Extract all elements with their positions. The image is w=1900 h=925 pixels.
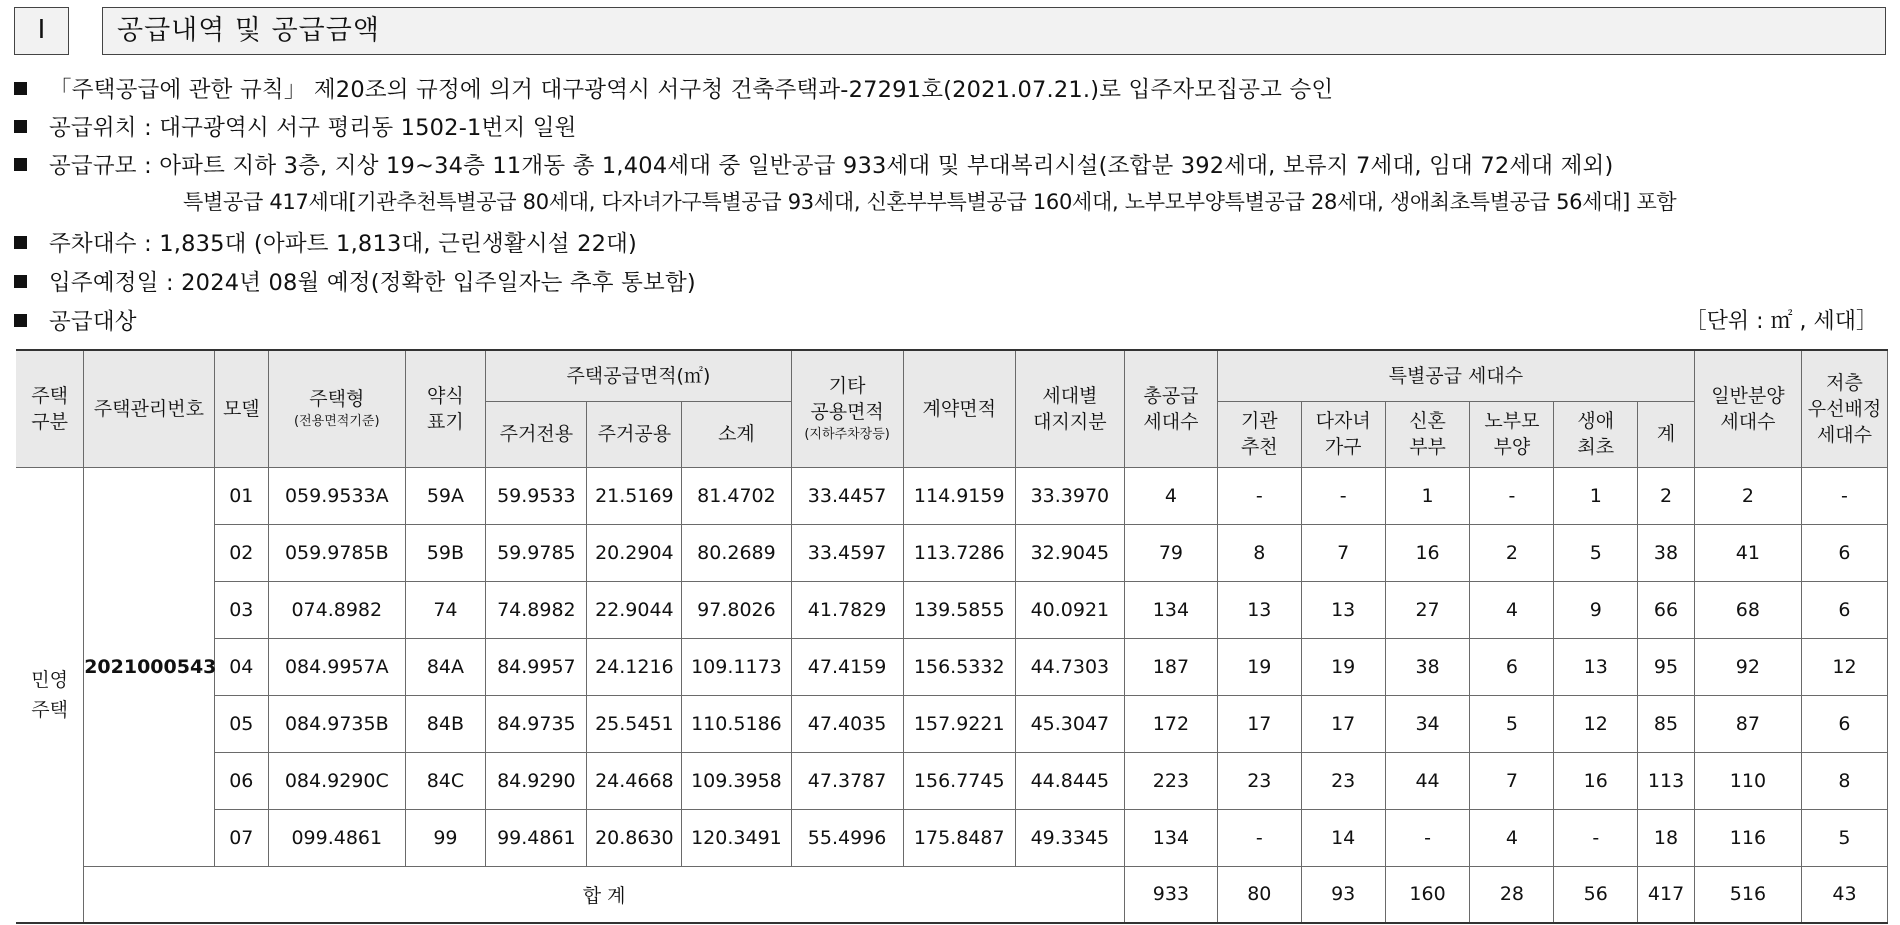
subtotal-area-cell: 97.8026 bbox=[682, 581, 791, 638]
totals-row bbox=[16, 866, 1888, 923]
header-abbreviation: 약식 표기 bbox=[405, 350, 486, 467]
land-share-cell: 33.3970 bbox=[1015, 467, 1124, 524]
abbreviation-cell: 84A bbox=[405, 638, 486, 695]
total-supply-cell: 187 bbox=[1124, 638, 1217, 695]
header-common-area: 주거공용 bbox=[587, 401, 682, 467]
abbreviation-cell: 74 bbox=[405, 581, 486, 638]
subtotal-area-cell: 109.3958 bbox=[682, 752, 791, 809]
special-total-cell: 113 bbox=[1638, 752, 1695, 809]
institution-cell: 19 bbox=[1217, 638, 1301, 695]
unit-note: ［단위 : ㎡ , 세대］ bbox=[1684, 309, 1878, 334]
institution-cell: - bbox=[1217, 809, 1301, 866]
abbreviation-cell: 99 bbox=[405, 809, 486, 866]
abbreviation-cell: 59B bbox=[405, 524, 486, 581]
header-first-time: 생애 최초 bbox=[1554, 401, 1638, 467]
first-time-sum: 56 bbox=[1554, 866, 1638, 923]
header-institution-recommended: 기관 추천 bbox=[1217, 401, 1301, 467]
general-supply-cell: 68 bbox=[1694, 581, 1801, 638]
housing-type-cell: 084.9290C bbox=[269, 752, 405, 809]
first-time-cell: 13 bbox=[1554, 638, 1638, 695]
elderly-parent-cell: - bbox=[1470, 467, 1554, 524]
newlywed-cell: 1 bbox=[1385, 467, 1470, 524]
bullet-square-icon bbox=[14, 158, 27, 171]
general-supply-cell: 41 bbox=[1694, 524, 1801, 581]
newlywed-cell: 27 bbox=[1385, 581, 1470, 638]
header-special-supply: 특별공급 세대수 bbox=[1217, 350, 1694, 401]
other-common-area-cell: 55.4996 bbox=[791, 809, 903, 866]
housing-type-cell: 074.8982 bbox=[269, 581, 405, 638]
total-supply-cell: 134 bbox=[1124, 581, 1217, 638]
housing-type-cell: 059.9533A bbox=[269, 467, 405, 524]
total-supply-sum: 933 bbox=[1124, 866, 1217, 923]
exclusive-area-cell: 74.8982 bbox=[486, 581, 587, 638]
low-floor-cell: 6 bbox=[1801, 581, 1887, 638]
other-common-area-cell: 33.4597 bbox=[791, 524, 903, 581]
first-time-cell: 16 bbox=[1554, 752, 1638, 809]
header-total-supply: 총공급 세대수 bbox=[1124, 350, 1217, 467]
special-total-cell: 85 bbox=[1638, 695, 1695, 752]
low-floor-sum: 43 bbox=[1801, 866, 1887, 923]
special-total-cell: 95 bbox=[1638, 638, 1695, 695]
table-row bbox=[16, 581, 1888, 638]
contract-area-cell: 156.5332 bbox=[903, 638, 1015, 695]
other-common-area-cell: 41.7829 bbox=[791, 581, 903, 638]
table-row bbox=[16, 638, 1888, 695]
header-supply-area: 주택공급면적(㎡) bbox=[486, 350, 791, 401]
bullet-approval: 「주택공급에 관한 규칙」 제20조의 규정에 의거 대구광역시 서구청 건축주택과-27291호(2021.07.21.)로 입주자모집공고 승인 bbox=[14, 72, 1333, 104]
special-total-cell: 66 bbox=[1638, 581, 1695, 638]
header-newlywed: 신혼 부부 bbox=[1385, 401, 1470, 467]
housing-type-cell: 059.9785B bbox=[269, 524, 405, 581]
multi-child-cell: 14 bbox=[1301, 809, 1385, 866]
multi-child-cell: 7 bbox=[1301, 524, 1385, 581]
model-cell: 07 bbox=[214, 809, 269, 866]
contract-area-cell: 156.7745 bbox=[903, 752, 1015, 809]
housing-type-cell: 099.4861 bbox=[269, 809, 405, 866]
bullet-scale: 공급규모 : 아파트 지하 3층, 지상 19~34층 11개동 총 1,404세대 중 일반공급 933세대 및 부대복리시설(조합분 392세대, 보류지 7세대, 임대 72세대 제외) bbox=[14, 148, 1613, 180]
elderly-parent-cell: 4 bbox=[1470, 581, 1554, 638]
first-time-cell: 5 bbox=[1554, 524, 1638, 581]
institution-cell: 8 bbox=[1217, 524, 1301, 581]
header-low-floor: 저층 우선배정 세대수 bbox=[1801, 350, 1887, 467]
bullet-scale-continuation: 특별공급 417세대[기관추천특별공급 80세대, 다자녀가구특별공급 93세대, 신혼부부특별공급 160세대, 노부모부양특별공급 28세대, 생애최초특별공급 56세대] 포함 bbox=[183, 190, 1677, 214]
header-general-supply: 일반분양 세대수 bbox=[1694, 350, 1801, 467]
multi-child-cell: 23 bbox=[1301, 752, 1385, 809]
model-cell: 02 bbox=[214, 524, 269, 581]
total-supply-cell: 134 bbox=[1124, 809, 1217, 866]
header-subtotal-area: 소계 bbox=[682, 401, 791, 467]
common-area-cell: 20.8630 bbox=[587, 809, 682, 866]
land-share-cell: 40.0921 bbox=[1015, 581, 1124, 638]
exclusive-area-cell: 99.4861 bbox=[486, 809, 587, 866]
low-floor-cell: 8 bbox=[1801, 752, 1887, 809]
supply-table bbox=[16, 349, 1888, 924]
model-cell: 06 bbox=[214, 752, 269, 809]
header-contract-area: 계약면적 bbox=[903, 350, 1015, 467]
bullet-square-icon bbox=[14, 275, 27, 288]
subtotal-area-cell: 81.4702 bbox=[682, 467, 791, 524]
contract-area-cell: 114.9159 bbox=[903, 467, 1015, 524]
low-floor-cell: 12 bbox=[1801, 638, 1887, 695]
header-special-total: 계 bbox=[1638, 401, 1695, 467]
housing-type-cell: 084.9735B bbox=[269, 695, 405, 752]
common-area-cell: 25.5451 bbox=[587, 695, 682, 752]
section-header bbox=[14, 7, 1884, 55]
totals-label: 합 계 bbox=[84, 866, 1125, 923]
common-area-cell: 22.9044 bbox=[587, 581, 682, 638]
other-common-area-cell: 47.4159 bbox=[791, 638, 903, 695]
common-area-cell: 20.2904 bbox=[587, 524, 682, 581]
header-model: 모델 bbox=[214, 350, 269, 467]
general-supply-cell: 110 bbox=[1694, 752, 1801, 809]
land-share-cell: 49.3345 bbox=[1015, 809, 1124, 866]
bullet-square-icon bbox=[14, 314, 27, 327]
model-cell: 03 bbox=[214, 581, 269, 638]
bullet-supply-target: 공급대상 bbox=[14, 304, 137, 336]
newlywed-cell: 16 bbox=[1385, 524, 1470, 581]
exclusive-area-cell: 59.9785 bbox=[486, 524, 587, 581]
general-supply-cell: 2 bbox=[1694, 467, 1801, 524]
low-floor-cell: 6 bbox=[1801, 524, 1887, 581]
newlywed-cell: - bbox=[1385, 809, 1470, 866]
general-supply-cell: 116 bbox=[1694, 809, 1801, 866]
abbreviation-cell: 84C bbox=[405, 752, 486, 809]
exclusive-area-cell: 84.9290 bbox=[486, 752, 587, 809]
model-cell: 05 bbox=[214, 695, 269, 752]
multi-child-sum: 93 bbox=[1301, 866, 1385, 923]
low-floor-cell: 6 bbox=[1801, 695, 1887, 752]
first-time-cell: 12 bbox=[1554, 695, 1638, 752]
institution-cell: - bbox=[1217, 467, 1301, 524]
header-multi-child: 다자녀 가구 bbox=[1301, 401, 1385, 467]
header-management-number: 주택관리번호 bbox=[84, 350, 214, 467]
total-supply-cell: 172 bbox=[1124, 695, 1217, 752]
exclusive-area-cell: 84.9957 bbox=[486, 638, 587, 695]
header-housing-type: 주택형 (전용면적기준) bbox=[269, 350, 405, 467]
elderly-parent-sum: 28 bbox=[1470, 866, 1554, 923]
abbreviation-cell: 59A bbox=[405, 467, 486, 524]
model-cell: 04 bbox=[214, 638, 269, 695]
multi-child-cell: 17 bbox=[1301, 695, 1385, 752]
newlywed-cell: 34 bbox=[1385, 695, 1470, 752]
institution-cell: 23 bbox=[1217, 752, 1301, 809]
land-share-cell: 45.3047 bbox=[1015, 695, 1124, 752]
low-floor-cell: 5 bbox=[1801, 809, 1887, 866]
management-number-cell: 2021000543 bbox=[84, 467, 214, 866]
newlywed-cell: 44 bbox=[1385, 752, 1470, 809]
abbreviation-cell: 84B bbox=[405, 695, 486, 752]
general-supply-cell: 92 bbox=[1694, 638, 1801, 695]
table-body bbox=[16, 467, 1888, 923]
common-area-cell: 24.4668 bbox=[587, 752, 682, 809]
header-other-common-area: 기타 공용면적 (지하주차장등) bbox=[791, 350, 903, 467]
header-elderly-parent: 노부모 부양 bbox=[1470, 401, 1554, 467]
table-row bbox=[16, 752, 1888, 809]
table-row bbox=[16, 695, 1888, 752]
subtotal-area-cell: 109.1173 bbox=[682, 638, 791, 695]
land-share-cell: 44.7303 bbox=[1015, 638, 1124, 695]
multi-child-cell: - bbox=[1301, 467, 1385, 524]
institution-cell: 13 bbox=[1217, 581, 1301, 638]
contract-area-cell: 175.8487 bbox=[903, 809, 1015, 866]
institution-cell: 17 bbox=[1217, 695, 1301, 752]
elderly-parent-cell: 4 bbox=[1470, 809, 1554, 866]
general-supply-cell: 87 bbox=[1694, 695, 1801, 752]
special-total-cell: 18 bbox=[1638, 809, 1695, 866]
total-supply-cell: 223 bbox=[1124, 752, 1217, 809]
bullet-square-icon bbox=[14, 82, 27, 95]
header-housing-category: 주택 구분 bbox=[16, 350, 84, 467]
exclusive-area-cell: 84.9735 bbox=[486, 695, 587, 752]
elderly-parent-cell: 7 bbox=[1470, 752, 1554, 809]
multi-child-cell: 13 bbox=[1301, 581, 1385, 638]
bullet-location: 공급위치 : 대구광역시 서구 평리동 1502-1번지 일원 bbox=[14, 110, 577, 142]
special-total-sum: 417 bbox=[1638, 866, 1695, 923]
total-supply-cell: 79 bbox=[1124, 524, 1217, 581]
contract-area-cell: 139.5855 bbox=[903, 581, 1015, 638]
housing-category-cell: 민영 주택 bbox=[16, 467, 84, 923]
bullet-parking: 주차대수 : 1,835대 (아파트 1,813대, 근린생활시설 22대) bbox=[14, 226, 637, 258]
other-common-area-cell: 47.4035 bbox=[791, 695, 903, 752]
institution-sum: 80 bbox=[1217, 866, 1301, 923]
table-row bbox=[16, 809, 1888, 866]
model-cell: 01 bbox=[214, 467, 269, 524]
land-share-cell: 44.8445 bbox=[1015, 752, 1124, 809]
first-time-cell: 1 bbox=[1554, 467, 1638, 524]
special-total-cell: 38 bbox=[1638, 524, 1695, 581]
land-share-cell: 32.9045 bbox=[1015, 524, 1124, 581]
common-area-cell: 21.5169 bbox=[587, 467, 682, 524]
table-row bbox=[16, 467, 1888, 524]
first-time-cell: 9 bbox=[1554, 581, 1638, 638]
elderly-parent-cell: 5 bbox=[1470, 695, 1554, 752]
section-title: 공급내역 및 공급금액 bbox=[102, 7, 1886, 55]
contract-area-cell: 113.7286 bbox=[903, 524, 1015, 581]
common-area-cell: 24.1216 bbox=[587, 638, 682, 695]
header-exclusive-area: 주거전용 bbox=[486, 401, 587, 467]
elderly-parent-cell: 6 bbox=[1470, 638, 1554, 695]
general-supply-sum: 516 bbox=[1694, 866, 1801, 923]
subtotal-area-cell: 110.5186 bbox=[682, 695, 791, 752]
section-number: I bbox=[14, 7, 69, 55]
special-total-cell: 2 bbox=[1638, 467, 1695, 524]
first-time-cell: - bbox=[1554, 809, 1638, 866]
housing-type-cell: 084.9957A bbox=[269, 638, 405, 695]
header-land-share: 세대별 대지지분 bbox=[1015, 350, 1124, 467]
low-floor-cell: - bbox=[1801, 467, 1887, 524]
subtotal-area-cell: 80.2689 bbox=[682, 524, 791, 581]
bullet-square-icon bbox=[14, 236, 27, 249]
contract-area-cell: 157.9221 bbox=[903, 695, 1015, 752]
bullet-move-in: 입주예정일 : 2024년 08월 예정(정확한 입주일자는 추후 통보함) bbox=[14, 265, 696, 297]
subtotal-area-cell: 120.3491 bbox=[682, 809, 791, 866]
elderly-parent-cell: 2 bbox=[1470, 524, 1554, 581]
exclusive-area-cell: 59.9533 bbox=[486, 467, 587, 524]
multi-child-cell: 19 bbox=[1301, 638, 1385, 695]
newlywed-cell: 38 bbox=[1385, 638, 1470, 695]
newlywed-sum: 160 bbox=[1385, 866, 1470, 923]
bullet-square-icon bbox=[14, 120, 27, 133]
table-row bbox=[16, 524, 1888, 581]
other-common-area-cell: 33.4457 bbox=[791, 467, 903, 524]
other-common-area-cell: 47.3787 bbox=[791, 752, 903, 809]
total-supply-cell: 4 bbox=[1124, 467, 1217, 524]
